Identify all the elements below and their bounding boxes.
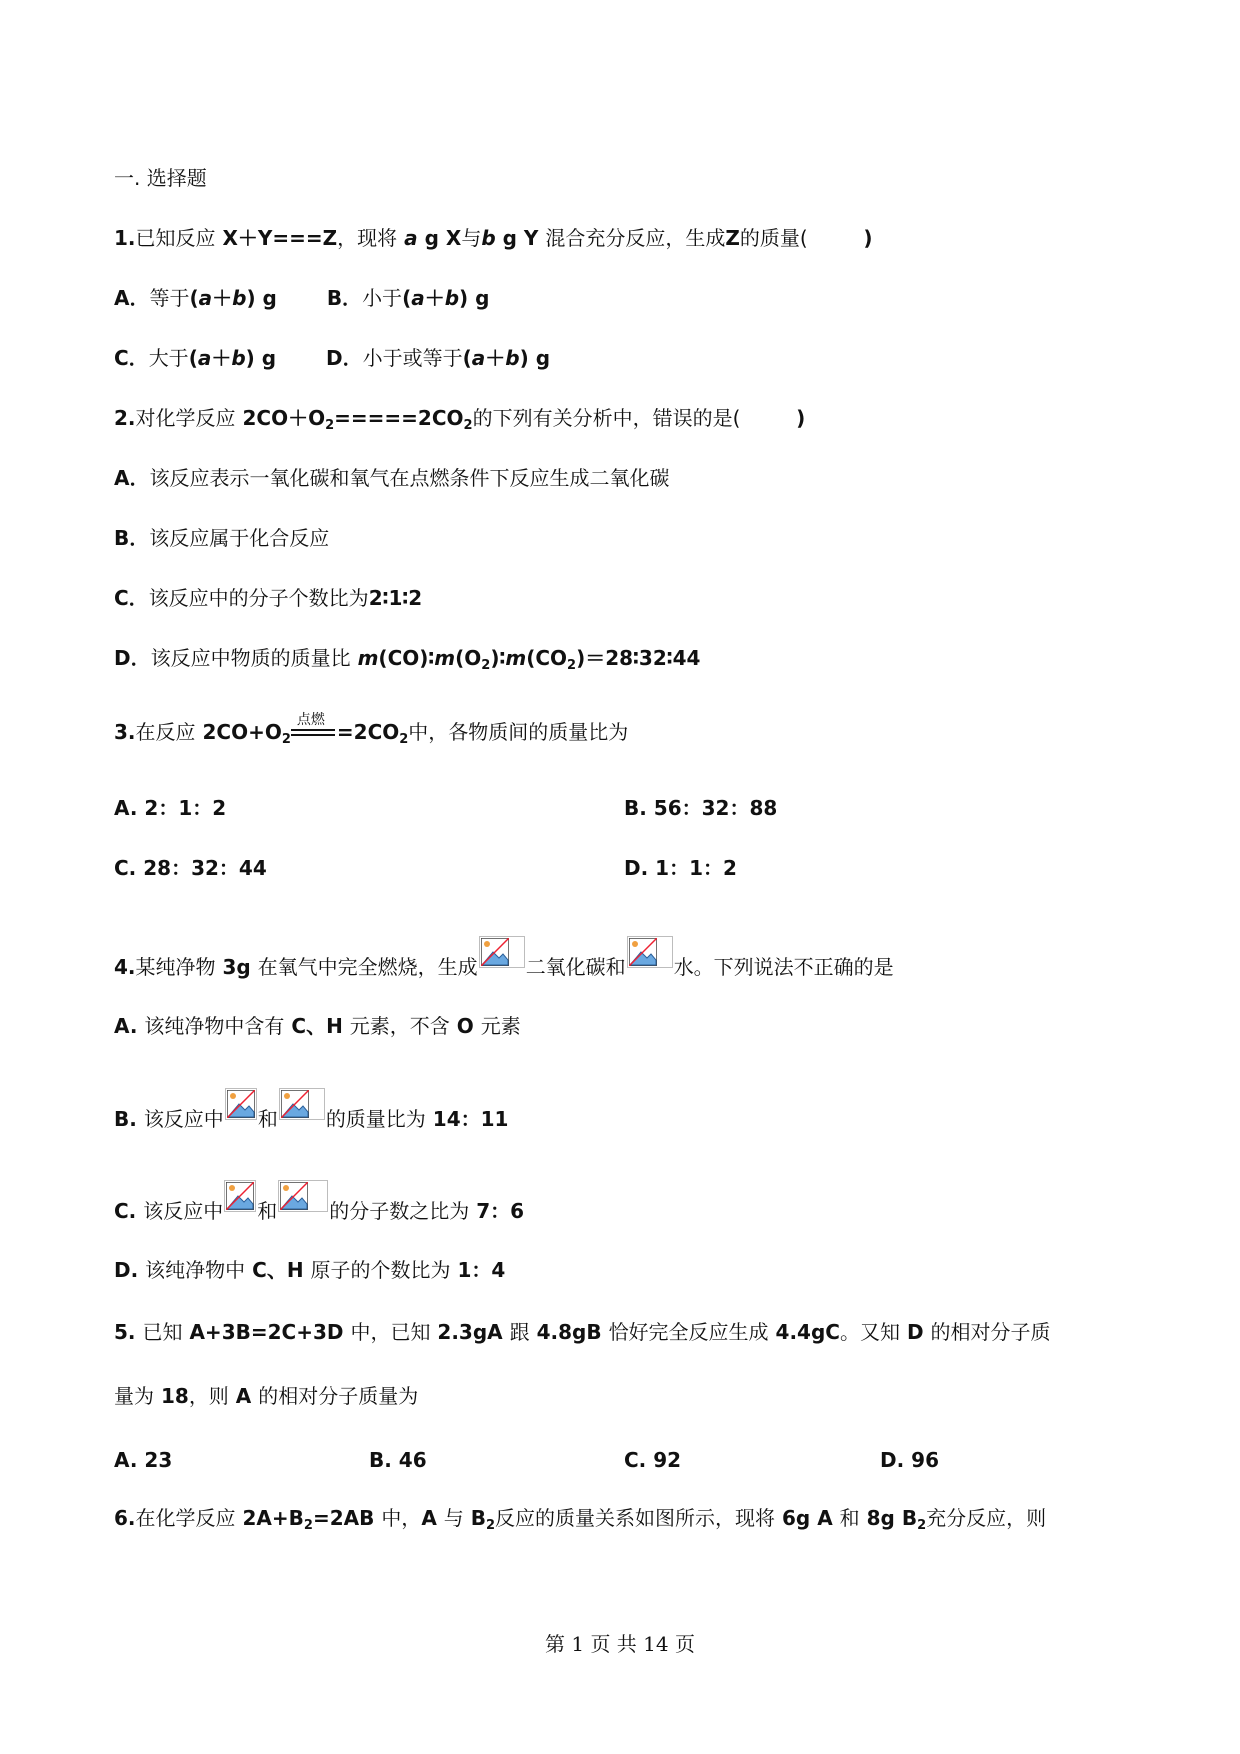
q5-text: 跟 [509,1320,530,1344]
option-text: 的质量比为 [325,1107,426,1131]
mass-value: 6g A [782,1506,833,1530]
q1-equation: X＋Y===Z [222,226,338,250]
q5-text: 。又知 [839,1320,900,1344]
q4-text: 二氧化碳和 [525,955,626,979]
q6-equation: =2AB [312,1506,375,1530]
q5-option-c: C. 92 [624,1448,682,1472]
q5-text: 量为 [114,1384,154,1408]
q2-option-b [114,524,329,552]
option-label: D． [114,646,151,670]
expr: ＋ [211,346,232,370]
expr: b [231,346,246,370]
expr: a [411,286,425,310]
option-text: 该纯净物中 [145,1258,246,1282]
q4-option-d [114,1256,505,1284]
option-text: 等于 [149,286,190,310]
q3-option-b: B. 56：32：88 [624,796,778,820]
option-text: 原子的个数比为 [310,1258,451,1282]
broken-image-icon [479,936,525,968]
option-text: 该反应表示一氧化碳和氧气在点燃条件下反应生成二氧化碳 [149,466,670,490]
question-number: 4. [114,955,136,979]
q1-text: 的质量( [739,226,808,250]
q5-text: D [906,1320,924,1344]
question-3 [114,712,629,747]
broken-image-icon [278,1180,328,1212]
option-label: B. [114,1107,137,1131]
q5-text: ，则 [188,1384,229,1408]
subscript: 2 [485,1518,496,1533]
question-5 [114,1318,1051,1346]
option-label: A. [114,1014,138,1038]
page-footer: 第 1 页 共 14 页 [545,1632,695,1656]
q2-option-a [114,464,669,492]
question-number: 5. [114,1320,136,1344]
q5-text: A [235,1384,252,1408]
option-a [114,286,277,310]
expr: a [197,346,212,370]
expr: ＋ [485,346,506,370]
option-label: D． [326,346,363,370]
q4-option-b [114,1088,508,1133]
q5-option-d: D. 96 [880,1448,939,1472]
q4-text: 某纯净物 [135,955,216,979]
option-d [326,346,550,370]
ratio: 7：6 [476,1199,525,1223]
option-label: B． [326,286,363,310]
q5-text: 中，已知 [350,1320,431,1344]
q3-text: 中，各物质间的质量比为 [408,720,629,744]
q6-text: 中， [381,1506,422,1530]
broken-image-icon [225,1088,257,1120]
mass-symbol: m [434,646,456,670]
element: C、H [291,1014,343,1038]
option-text: 元素，不含 [349,1014,450,1038]
option-c [114,346,276,370]
expr: b [444,286,460,310]
q6-text: 反应的质量关系如图所示，现将 [495,1506,776,1530]
formula: (CO)∶ [378,646,435,670]
reaction-condition: 点燃 [296,712,325,728]
subscript: 2 [481,658,491,673]
option-text: 该反应中 [143,1107,224,1131]
section-title-text: 一. 选择题 [114,166,207,190]
q1-var-b: b [481,226,496,250]
element: O [456,1014,474,1038]
formula: (CO [526,646,568,670]
q1-options-cd [114,344,550,372]
q5-option-b: B. 46 [369,1448,427,1472]
element: C、H [252,1258,304,1282]
q3-option-c: C. 28：32：44 [114,856,267,880]
mass-symbol: m [505,646,527,670]
option-b [327,286,490,310]
q5-text: 恰好完全反应生成 [608,1320,769,1344]
q1-text: 混合充分反应，生成 [545,226,726,250]
q4-option-a [114,1012,521,1040]
q1-var-a: a [404,226,418,250]
option-text: 的分子数之比为 [329,1199,470,1223]
subscript: 2 [303,1518,313,1533]
q2-option-d [114,644,700,672]
option-text: 元素 [480,1014,521,1038]
option-label: C. [114,1199,137,1223]
question-6 [114,1504,1046,1532]
q2-equation: 2CO＋O [242,406,326,430]
q6-text: 在化学反应 [135,1506,236,1530]
expr: ( [188,346,198,370]
expr: ( [402,286,412,310]
mass-value: 3g [222,955,251,979]
option-label: A． [114,466,150,490]
expr: ) g [245,346,277,370]
q6-text: 充分反应，则 [926,1506,1047,1530]
answer-blank: ) [807,226,873,250]
q6-text: B [470,1506,486,1530]
expr: b [505,346,520,370]
reaction-condition-arrow [291,712,337,746]
option-label: C． [114,346,149,370]
q3-option-d: D. 1：1：2 [624,856,737,880]
formula: )∶ [490,646,506,670]
question-number: 2. [114,406,136,430]
broken-image-icon [627,936,673,968]
option-text: 小于 [362,286,403,310]
option-text: 该纯净物中含有 [144,1014,285,1038]
q3-option-a: A. 2：1：2 [114,796,227,820]
q6-text: A [421,1506,437,1530]
option-label: A． [114,286,150,310]
question-number: 6. [114,1506,136,1530]
subscript: 2 [281,732,291,747]
mass-value: 4.8gB [536,1320,602,1344]
broken-image-icon [279,1088,325,1120]
option-text: 该反应中 [143,1199,224,1223]
subscript: 2 [325,418,335,433]
option-text: 和 [257,1199,278,1223]
section-title [114,164,207,192]
formula: (O [455,646,482,670]
subscript: 2 [463,418,473,433]
q5-equation: A+3B=2C+3D [189,1320,344,1344]
q3-text: 在反应 [135,720,196,744]
ratio: 14：11 [432,1107,509,1131]
ratio: 2∶1∶2 [368,586,423,610]
q5-option-a: A. 23 [114,1448,173,1472]
q1-options-ab [114,284,489,312]
expr: ＋ [424,286,445,310]
question-number: 3. [114,720,136,744]
subscript: 2 [567,658,577,673]
expr: ＋ [212,286,233,310]
q1-text: g Y [495,226,539,250]
formula: )＝28∶32∶44 [576,646,701,670]
broken-image-icon [224,1180,256,1212]
option-text: 和 [257,1107,278,1131]
question-4 [114,936,894,981]
q6-text: 与 [443,1506,464,1530]
q4-option-c [114,1180,524,1225]
mass-value: 2.3gA [437,1320,503,1344]
question-5-cont [114,1382,418,1410]
ratio: 1：4 [457,1258,506,1282]
q1-text: 与 [461,226,482,250]
q1-text: 已知反应 [135,226,216,250]
expr: ( [189,286,199,310]
q5-text: 已知 [142,1320,183,1344]
option-text: 该反应中物质的质量比 [150,646,351,670]
q1-text: g X [417,226,462,250]
q3-equation: 2CO+O [202,720,282,744]
q5-value: 18 [160,1384,189,1408]
q2-text: 对化学反应 [135,406,236,430]
q1-text: Z [725,226,740,250]
question-number: 1. [114,226,136,250]
expr: b [232,286,247,310]
question-2 [114,404,805,432]
expr: ) g [519,346,551,370]
subscript: 2 [399,732,409,747]
q4-text: 水。下列说法不正确的是 [673,955,894,979]
expr: a [198,286,213,310]
q3-equation: =2CO [336,720,400,744]
option-text: 小于或等于 [362,346,463,370]
option-label: C． [114,586,149,610]
q5-text: 的相对分子质量为 [258,1384,419,1408]
option-text: 该反应属于化合反应 [149,526,330,550]
expr: a [471,346,486,370]
q2-text: 的下列有关分析中，错误的是( [472,406,741,430]
q6-text: 和 [839,1506,860,1530]
expr: ) g [246,286,277,310]
mass-symbol: m [357,646,379,670]
q4-text: 在氧气中完全燃烧，生成 [257,955,478,979]
option-label: D. [114,1258,139,1282]
q6-equation: 2A+B [242,1506,304,1530]
option-text: 该反应中的分子个数比为 [148,586,369,610]
expr: ( [462,346,472,370]
q2-option-c [114,584,422,612]
mass-value: 4.4gC [775,1320,840,1344]
q5-text: 的相对分子质 [930,1320,1051,1344]
q1-text: ，现将 [337,226,398,250]
q2-equation: =====2CO [334,406,464,430]
option-label: B． [114,526,150,550]
answer-blank: ) [740,406,806,430]
question-1 [114,224,873,252]
option-text: 大于 [148,346,189,370]
expr: ) g [459,286,490,310]
subscript: 2 [917,1518,927,1533]
mass-value: 8g B [866,1506,918,1530]
